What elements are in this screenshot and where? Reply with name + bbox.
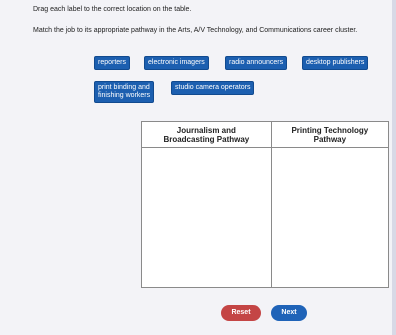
label-studio-camera-operators[interactable]: studio camera operators <box>171 81 254 95</box>
column-header-printing: Printing Technology Pathway <box>271 122 388 148</box>
label-radio-announcers[interactable]: radio announcers <box>225 56 287 70</box>
drop-zone-printing[interactable] <box>271 148 388 288</box>
question-text: Match the job to its appropriate pathway in the Arts, A/V Technology, and Communications career cluster. <box>33 27 358 34</box>
scrollbar-strip <box>392 0 396 335</box>
drop-zone-journalism[interactable] <box>142 148 272 288</box>
label-reporters[interactable]: reporters <box>94 56 130 70</box>
label-print-binding-finishing-workers[interactable]: print binding and finishing workers <box>94 81 154 103</box>
column-header-journalism: Journalism and Broadcasting Pathway <box>142 122 272 148</box>
label-electronic-imagers[interactable]: electronic imagers <box>144 56 209 70</box>
instruction-text: Drag each label to the correct location on the table. <box>33 6 192 13</box>
label-desktop-publishers[interactable]: desktop publishers <box>302 56 368 70</box>
reset-button[interactable]: Reset <box>221 305 261 321</box>
sorting-table <box>141 121 389 288</box>
next-button[interactable]: Next <box>271 305 307 321</box>
